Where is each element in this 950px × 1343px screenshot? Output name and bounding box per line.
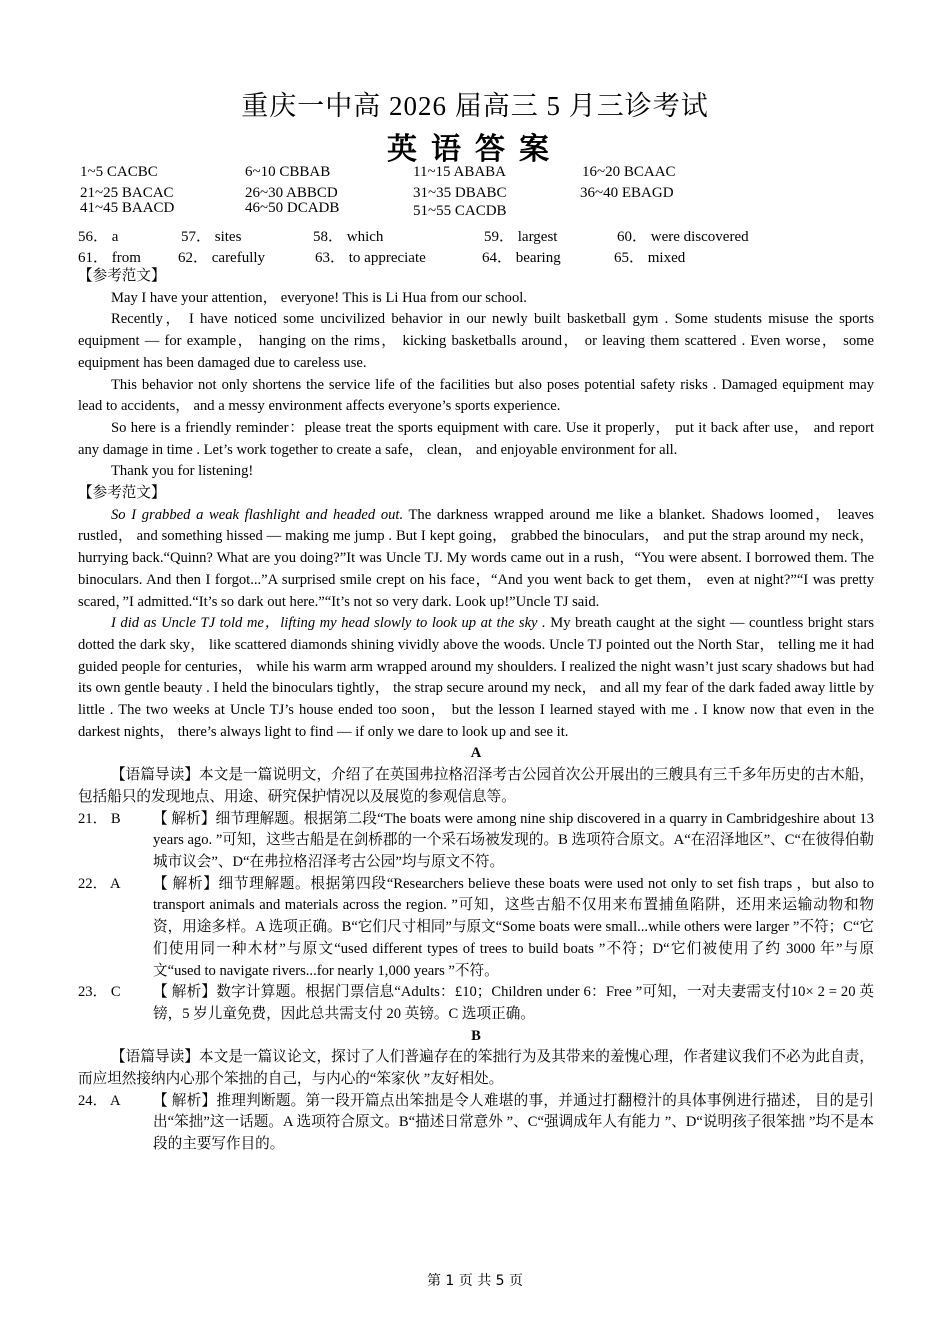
question-explanation: [78, 809, 874, 874]
grammar-answer: 65． mixed: [614, 250, 686, 266]
answer-group: 46~50 DCADB: [245, 200, 340, 216]
question-explanation: [78, 874, 874, 983]
answer-group: 31~35 DBABC: [413, 185, 507, 201]
question-number: 24． A: [78, 1092, 121, 1109]
grammar-answer: 64． bearing: [482, 250, 561, 266]
passage-guide: 【语篇导读】本文是一篇议论文，探讨了人们普遍存在的笨拙行为及其带来的羞愧心理，作者建议我们不必为此自责，而应坦然接纳内心那个笨拙的自己，与内心的“笨家伙 ”友好相处。: [78, 1049, 874, 1088]
question-number: 21． B: [78, 810, 121, 827]
question-analysis: 【 解析】细节理解题。根据第二段“The boats were among nine ship discovered in a quarry in Cambridgeshire about 13 years ago. ”可知，这些古船是在剑桥郡的一个采石场被发现的。B 选项符合原文。A“在沼泽地区”、C“在彼得伯勒城市议会”、D“在弗拉格沼泽考古公园”均与原文不符。: [153, 810, 874, 870]
grammar-answer: 61． from: [78, 250, 141, 266]
grammar-answer: 58． which: [313, 229, 384, 245]
essay1-tag: 【参考范文】: [78, 268, 166, 284]
answer-body: [78, 266, 874, 1156]
question-analysis: 【 解析】推理判断题。第一段开篇点出笨拙是令人难堪的事，并通过打翻橙汁的具体事例进行描述， 目的是引出“笨拙”这一话题。A 选项符合原文。B“描述日常意外 ”、C“强调成年人有能力 ”、D“说明孩子很笨拙 ”均不是本段的主要写作目的。: [153, 1092, 874, 1153]
grammar-answer: 56． a: [78, 229, 119, 245]
answer-group: 36~40 EBAGD: [580, 185, 674, 201]
grammar-answer: 62． carefully: [178, 250, 266, 266]
answer-group: 51~55 CACDB: [413, 203, 507, 219]
section-heading: B: [471, 1027, 481, 1044]
essay1-paragraph: Thank you for listening!: [111, 463, 254, 480]
page-footer: 第 1 页 共 5 页: [426, 1273, 524, 1289]
answer-group: 16~20 BCAAC: [582, 164, 676, 180]
essay2-tag: 【参考范文】: [78, 485, 166, 502]
essay1-paragraph: Recently， I have noticed some uncivilized behavior in our newly built basketball gym . Some students misuse the sports equipment — for example， hanging on the rims， kicking basketballs around， or leaving them scattered . Even worse， some equipment has been damaged due to careless use.: [78, 311, 874, 371]
essay1-paragraph: This behavior not only shortens the service life of the facilities but also poses potential safety risks . Damaged equipment may lead to accidents， and a messy environment affects everyone’s sports experience.: [78, 376, 874, 415]
question-analysis: 【 解析】细节理解题。根据第四段“Researchers believe these boats were used not only to set fish traps ，but also to transport animals and materials across the region. ”可知，这些古船不仅用来布置捕鱼陷阱，还用来运输动物和物资，用途多样。A 选项正确。B“它们尺寸相同”与原文“Some boats were small...while others were larger ”不符；C“它们使用同一种木材”与原文“used different types of trees to build boats ”不符；D“它们被使用了约 3000 年”与原文“used to navigate rivers...for nearly 1,000 years ”不符。: [153, 875, 874, 979]
question-explanation: [78, 982, 874, 1025]
answer-group: 26~30 ABBCD: [245, 185, 338, 201]
essay2-text: The darkness wrapped around me like a blanket. Shadows loomed， leaves rustled， and something hissed — making me jump . But I kept going， grabbed the binoculars， and put the strap around my neck， hurrying back.“Quinn? What are you doing?”It was Uncle TJ. My words came out in a rush，“You were absent. I borrowed them. The binoculars. And then I forgot...”A surprised smile crept on his face，“And you went back to get them， even at night?”“I was pretty scared，”I admitted.“It’s so dark out here.”“It’s not so very dark. Look up!”Uncle TJ said.: [78, 506, 874, 610]
question-number: 22． A: [78, 875, 121, 892]
essay2-paragraph: [78, 613, 874, 743]
answer-group: 41~45 BAACD: [80, 200, 175, 216]
question-number: 23． C: [78, 984, 121, 1001]
essay2-lead-sentence: So I grabbed a weak flashlight and headed out.: [111, 506, 404, 523]
essay2-paragraph: [78, 505, 874, 614]
grammar-answer: 57． sites: [181, 229, 242, 245]
passage-guide: 【语篇导读】本文是一篇说明文，介绍了在英国弗拉格沼泽考古公园首次公开展出的三艘具有三千多年历史的古木船，包括船只的发现地点、用途、研究保护情况以及展览的参观信息等。: [78, 767, 874, 805]
page-subtitle: 英语答案: [387, 132, 563, 167]
grammar-answer: 59． largest: [484, 229, 558, 245]
section-heading: A: [470, 745, 482, 762]
question-explanation: [78, 1091, 874, 1156]
answer-group: 11~15 ABABA: [413, 164, 506, 180]
answer-group: 1~5 CACBC: [80, 164, 158, 180]
page-title: 重庆一中高 2026 届高三 5 月三诊考试: [241, 91, 709, 121]
grammar-answer: 60． were discovered: [617, 229, 749, 245]
essay2-lead-sentence: I did as Uncle TJ told me，lifting my head slowly to look up at the sky .: [111, 615, 546, 632]
essay2-text: My breath caught at the sight — countless bright stars dotted the dark sky， like scattered diamonds shining vividly above the woods. Uncle TJ pointed out the North Star， telling me it had guided people for centuries， while his warm arm wrapped around my shoulders. I realized the night wasn’t just scary shadows but had its own gentle beauty . I held the binoculars tightly， the strap secure around my neck， and all my fear of the dark faded away little by little . The two weeks at Uncle TJ’s house ended too soon， but the lesson I learned stayed with me . I know now that even in the darkest nights， there’s always light to find — if only we dare to look up and see it.: [78, 615, 874, 740]
answer-group: 6~10 CBBAB: [245, 164, 331, 180]
essay1-paragraph: So here is a friendly reminder：please treat the sports equipment with care. Use it properly， put it back after use， and report any damage in time . Let’s work together to create a safe， clean， and enjoyable environment for all.: [78, 419, 874, 458]
answer-group: 21~25 BACAC: [80, 185, 174, 201]
essay1-paragraph: May I have your attention， everyone! This is Li Hua from our school.: [111, 289, 527, 306]
grammar-answer: 63． to appreciate: [315, 250, 426, 266]
question-analysis: 【 解析】数字计算题。根据门票信息“Adults：£10；Children under 6：Free ”可知，一对夫妻需支付10× 2 = 20 英镑，5 岁儿童免费，因此总共需支付 20 英镑。C 选项正确。: [153, 984, 874, 1022]
